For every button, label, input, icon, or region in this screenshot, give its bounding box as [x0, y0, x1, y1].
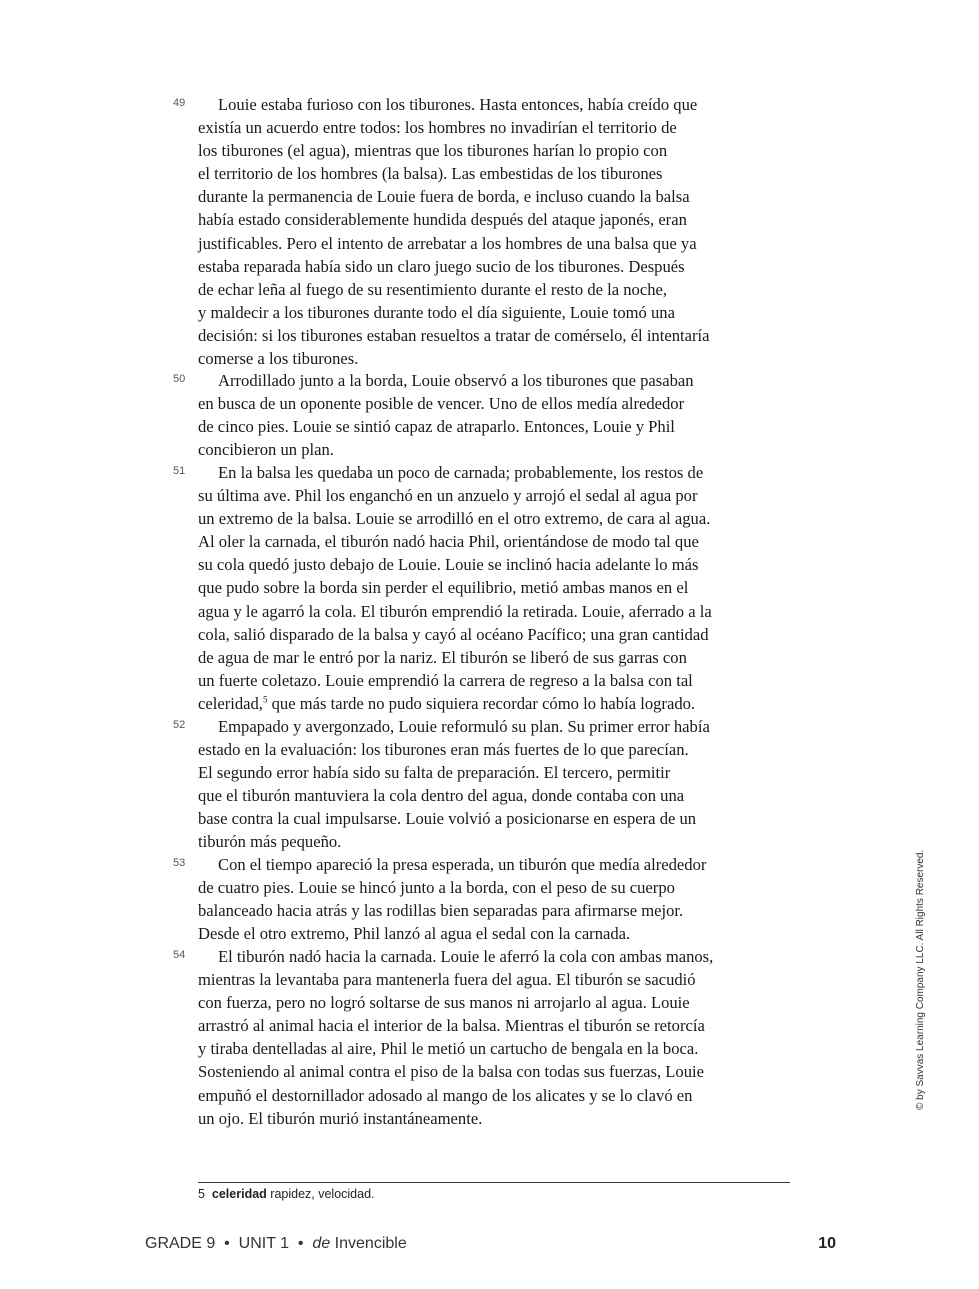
text-line: decisión: si los tiburones estaban resueltos a tratar de comérselo, él intentaría — [198, 325, 710, 345]
text-line: agua y le agarró la cola. El tiburón emprendió la retirada. Louie, aferrado a la — [198, 601, 712, 621]
page-number: 10 — [818, 1235, 836, 1252]
text-line: y maldecir a los tiburones durante todo el día siguiente, Louie tomó una — [198, 302, 675, 322]
footnote-rule — [198, 1182, 790, 1183]
text-line: su cola quedó justo debajo de Louie. Louie se inclinó hacia adelante lo más — [198, 555, 699, 575]
text-line: los tiburones (el agua), mientras que los tiburones harían lo propio con — [198, 141, 668, 161]
footer-bullet-2: • — [297, 1235, 304, 1252]
copyright-notice: © by Savvas Learning Company LLC. All Rights Reserved. — [915, 849, 926, 1110]
text-line: comerse a los tiburones. — [198, 349, 359, 369]
text-line: El segundo error había sido su falta de preparación. El tercero, permitir — [198, 763, 671, 783]
paragraph-52 — [173, 715, 798, 854]
text-line: su última ave. Phil los enganchó en un anzuelo y arrojó el sedal al agua por — [198, 486, 698, 506]
text-line: de cuatro pies. Louie se hincó junto a la borda, con el peso de su cuerpo — [198, 878, 675, 898]
paragraph-51 — [173, 461, 798, 715]
text-line: de agua de mar le entró por la nariz. El tiburón se liberó de sus garras con — [198, 647, 687, 667]
text-line: Louie estaba furioso con los tiburones. Hasta entonces, había creído que — [218, 95, 698, 114]
footer-title: Invencible — [334, 1235, 407, 1252]
text-line: mientras la levantaba para mantenerla fuera del agua. El tiburón se sacudió — [198, 970, 696, 990]
paragraph-49 — [173, 93, 798, 370]
text-line: un extremo de la balsa. Louie se arrodilló en el otro extremo, de cara al agua. — [198, 509, 711, 529]
text-line: concibieron un plan. — [198, 440, 334, 460]
footer-course-info — [145, 1235, 407, 1253]
text-line: base contra la cual impulsarse. Louie volvió a posicionarse en espera de un — [198, 809, 697, 829]
paragraph-number: 53 — [173, 857, 186, 869]
text-line: justificables. Pero el intento de arrebatar a los hombres de una balsa que ya — [198, 233, 697, 253]
text-line: balanceado hacia atrás y las rodillas bien separadas para afirmarse mejor. — [198, 901, 684, 921]
paragraph-number: 49 — [173, 97, 186, 109]
text-line: que el tiburón mantuviera la cola dentro del agua, donde contaba con una — [198, 786, 685, 806]
footer-prefix: de — [312, 1235, 331, 1252]
text-line: cola, salió disparado de la balsa y cayó al océano Pacífico; una gran cantidad — [198, 624, 709, 644]
paragraph-54 — [173, 945, 798, 1130]
paragraph-53 — [173, 853, 798, 945]
text-line: estado en la evaluación: los tiburones eran más fuertes de lo que parecían. — [198, 740, 689, 760]
paragraph-50 — [173, 369, 798, 461]
footer-grade: GRADE 9 — [145, 1235, 216, 1252]
text-line: que pudo sobre la borda sin perder el equilibrio, metió ambas manos en el — [198, 578, 689, 598]
text-line: un ojo. El tiburón murió instantáneamente. — [198, 1108, 483, 1128]
text-line: arrastró al animal hacia el interior de la balsa. Mientras el tiburón se retorcía — [198, 1016, 705, 1036]
footnote-definition: rapidez, velocidad. — [270, 1187, 375, 1201]
paragraph-number: 52 — [173, 719, 186, 731]
text-line: empuñó el destornillador adosado al mango de los alicates y se lo clavó en — [198, 1085, 693, 1105]
text-line: El tiburón nadó hacia la carnada. Louie le aferró la cola con ambas manos, — [218, 947, 714, 966]
text-line: En la balsa les quedaba un poco de carnada; probablemente, los restos de — [218, 463, 704, 482]
text-line: un fuerte coletazo. Louie emprendió la carrera de regreso a la balsa con tal — [198, 670, 693, 690]
text-line: de cinco pies. Louie se sintió capaz de atraparlo. Entonces, Louie y Phil — [198, 417, 675, 437]
text-line: durante la permanencia de Louie fuera de borda, e incluso cuando la balsa — [198, 187, 690, 207]
text-line: Con el tiempo apareció la presa esperada, un tiburón que medía alrededor — [218, 855, 707, 874]
text-line: tiburón más pequeño. — [198, 832, 342, 852]
text-line: en busca de un oponente posible de vencer. Uno de ellos medía alrededor — [198, 394, 685, 414]
text-line: había estado considerablemente hundida después del ataque japonés, eran — [198, 210, 687, 230]
footnote-reference: 5 — [262, 694, 268, 705]
paragraph-number: 51 — [173, 465, 186, 477]
text-line: de echar leña al fuego de su resentimiento durante el resto de la noche, — [198, 279, 668, 299]
text-segment: celeridad, — [198, 693, 263, 713]
text-line: y tiraba dentelladas al aire, Phil le metió un cartucho de bengala en la boca. — [198, 1039, 699, 1059]
text-line: Arrodillado junto a la borda, Louie observó a los tiburones que pasaban — [218, 371, 694, 390]
text-line: con fuerza, pero no logró soltarse de sus manos ni arrojarlo al agua. Louie — [198, 993, 690, 1013]
text-line: Desde el otro extremo, Phil lanzó al agua el sedal con la carnada. — [198, 924, 631, 944]
footer-unit: UNIT 1 — [238, 1235, 290, 1252]
paragraph-number: 50 — [173, 373, 186, 385]
text-line: Empapado y avergonzado, Louie reformuló su plan. Su primer error había — [218, 717, 710, 736]
text-line: estaba reparada había sido un claro juego sucio de los tiburones. Después — [198, 256, 685, 276]
footer-bullet-1: • — [224, 1235, 230, 1252]
footnote — [198, 1187, 375, 1201]
paragraph-number: 54 — [173, 949, 186, 961]
text-line-with-footnote — [198, 692, 798, 715]
footnote-term: celeridad — [211, 1187, 267, 1201]
text-line: existía un acuerdo entre todos: los hombres no invadirían el territorio de — [198, 118, 677, 138]
text-line: el territorio de los hombres (la balsa). Las embestidas de los tiburones — [198, 164, 663, 184]
text-segment: que más tarde no pudo siquiera recordar cómo lo había logrado. — [267, 693, 696, 713]
text-line: Sosteniendo al animal contra el piso de la balsa con todas sus fuerzas, Louie — [198, 1062, 704, 1082]
footnote-number: 5 — [198, 1187, 205, 1201]
text-line: Al oler la carnada, el tiburón nadó hacia Phil, orientándose de modo tal que — [198, 532, 699, 552]
